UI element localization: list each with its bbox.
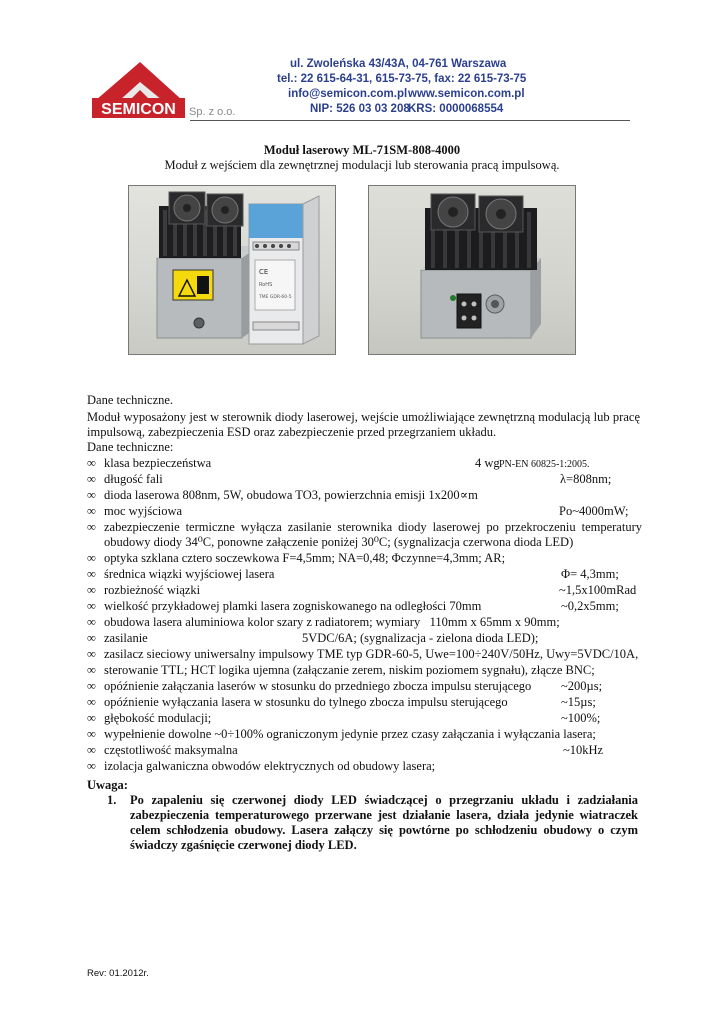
note-text: Po zapaleniu się czerwonej diody LED świadczącej o przegrzaniu układu i zadziałania zabezpieczenia temperaturowego przerwane jest działanie lasera, działa jedynie wiatraczek celem schłodzenia obudowy. Lasera załączy się powtórne po schłodzeniu obudowy o czym świadczy zgaśnięcie czerwonej diody LED. [130,793,638,852]
note-heading: Uwaga: [87,778,128,792]
section-heading-technical: Dane techniczne. [87,393,174,407]
note-number: 1. [107,793,117,807]
company-website[interactable]: www.semicon.com.pl [408,88,525,100]
laser-class-label [197,276,209,294]
company-krs: KRS: 0000068554 [408,103,504,115]
bullet-infinity-icon: ∞ [87,583,96,597]
spec-label: średnica wiązki wyjściowej lasera [104,567,275,581]
fan-icon [207,194,243,226]
bullet-infinity-icon: ∞ [87,504,96,518]
fan-icon [479,196,523,232]
spec-value: ~0,2x5mm; [561,599,619,613]
psu-rohs-mark: RoHS [259,282,273,288]
spec-label: zasilacz sieciowy uniwersalny impulsowy TME typ GDR-60-5, Uwe=100÷240V/50Hz, Uwy=5VDC/10A, [104,647,639,661]
fan-icon [431,194,475,230]
company-address: ul. Zwoleńska 43/43A, 04-761 Warszawa [290,58,507,70]
spec-value: 5VDC/6A; (sygnalizacja - zielona dioda LED); [302,631,539,645]
spec-value: λ=808nm; [560,472,612,486]
bullet-infinity-icon: ∞ [87,615,96,629]
bullet-infinity-icon: ∞ [87,456,96,470]
bullet-infinity-icon: ∞ [87,551,96,565]
bullet-infinity-icon: ∞ [87,679,96,693]
spec-value: 4 wg [475,456,500,470]
bullet-infinity-icon: ∞ [87,663,96,677]
spec-label: klasa bezpieczeństwa [104,456,212,470]
spec-label: rozbieżność wiązki [104,583,201,597]
bullet-infinity-icon: ∞ [87,599,96,613]
spec-value: ~200µs; [561,679,603,693]
company-legal-suffix: Sp. z o.o. [189,106,236,118]
revision-label: Rev: 01.2012r. [87,968,149,979]
spec-value-note: PN-EN 60825-1:2005. [499,459,590,470]
spec-label: głębokość modulacji; [104,711,212,725]
bullet-infinity-icon: ∞ [87,759,96,773]
bullet-infinity-icon: ∞ [87,472,96,486]
spec-label: wypełnienie dowolne ~0÷100% ograniczonym jedynie przez czasy załączania i wyłączania lasera; [104,727,596,741]
bullet-infinity-icon: ∞ [87,695,96,709]
power-supply [249,196,319,344]
spec-value: Po~4000mW; [559,504,629,518]
bullet-infinity-icon: ∞ [87,631,96,645]
document-subtitle: Moduł z wejściem dla zewnętrznej modulacji lub sterowania pracą impulsową. [164,158,560,172]
company-nip: NIP: 526 03 03 208 [310,103,410,115]
bullet-infinity-icon: ∞ [87,520,96,534]
laser-aperture [194,318,204,328]
led-indicator-icon [450,295,456,301]
spec-label: długość fali [104,472,163,486]
fan-icon [169,192,205,224]
bullet-infinity-icon: ∞ [87,743,96,757]
bullet-infinity-icon: ∞ [87,567,96,581]
psu-ce-mark: CE [259,268,269,276]
bullet-infinity-icon: ∞ [87,488,96,502]
spec-label: zasilanie [104,631,148,645]
company-phones: tel.: 22 615-64-31, 615-73-75, fax: 22 615-73-75 [277,73,527,85]
spec-value: ~15µs; [561,695,596,709]
spec-label: wielkość przykładowej plamki lasera zogniskowanego na odległości 70mm [104,599,482,613]
document-title: Moduł laserowy ML-71SM-808-4000 [263,143,461,157]
logo-wordmark: SEMICON [101,101,176,118]
product-photo-back [368,185,576,355]
company-email[interactable]: info@semicon.com.pl [288,88,408,100]
spec-value: ~1,5x100mRad [559,583,637,597]
bullet-infinity-icon: ∞ [87,727,96,741]
spec-label: izolacja galwaniczna obwodów elektrycznych od obudowy lasera; [104,759,436,773]
spec-label: optyka szklana cztero soczewkowa F=4,5mm; NA=0,48; Φczynne=4,3mm; AR; [104,551,506,565]
bullet-infinity-icon: ∞ [87,647,96,661]
product-photo-front [128,185,336,355]
spec-label: dioda laserowa 808nm, 5W, obudowa TO3, powierzchnia emisji 1x200∝m [104,488,478,502]
spec-value: ~100%; [561,711,601,725]
bullet-infinity-icon: ∞ [87,711,96,725]
psu-model-text: TME GDR-60-5 [259,295,292,300]
section-heading-specs: Dane techniczne: [87,440,174,454]
spec-label: opóźnienie załączania laserów w stosunku do przedniego zbocza impulsu sterującego [104,679,532,693]
spec-value: ~10kHz [563,743,604,757]
header-divider [190,120,630,121]
spec-label: sterowanie TTL; HCT logika ujemna (załączanie zerem, niskim poziomem sygnału), złącze BNC; [104,663,595,677]
company-logo [92,60,252,122]
power-terminal-block [457,294,481,328]
spec-label: zabezpieczenie termiczne wyłącza zasilanie sterownika diody laserowej po przekroczeniu temperatury obudowy diody 34⁰C, ponowne załączenie poniżej 30⁰C; (sygnalizacja czerwona dioda LED) [104,520,642,549]
intro-paragraph: Moduł wyposażony jest w sterownik diody laserowej, wejście umożliwiające zewnętrzną modulacją lub pracę impulsową, zabezpieczenia ESD oraz zabezpieczenie przed przegrzaniem układu. [87,410,640,439]
spec-label: częstotliwość maksymalna [104,743,238,757]
spec-label: obudowa lasera aluminiowa kolor szary z radiatorem; wymiary 110mm x 65mm x 90mm; [104,615,560,629]
spec-label: opóźnienie wyłączania lasera w stosunku do tylnego zbocza impulsu sterującego [104,695,508,709]
spec-value: Φ= 4,3mm; [561,567,619,581]
spec-label: moc wyjściowa [104,504,183,518]
